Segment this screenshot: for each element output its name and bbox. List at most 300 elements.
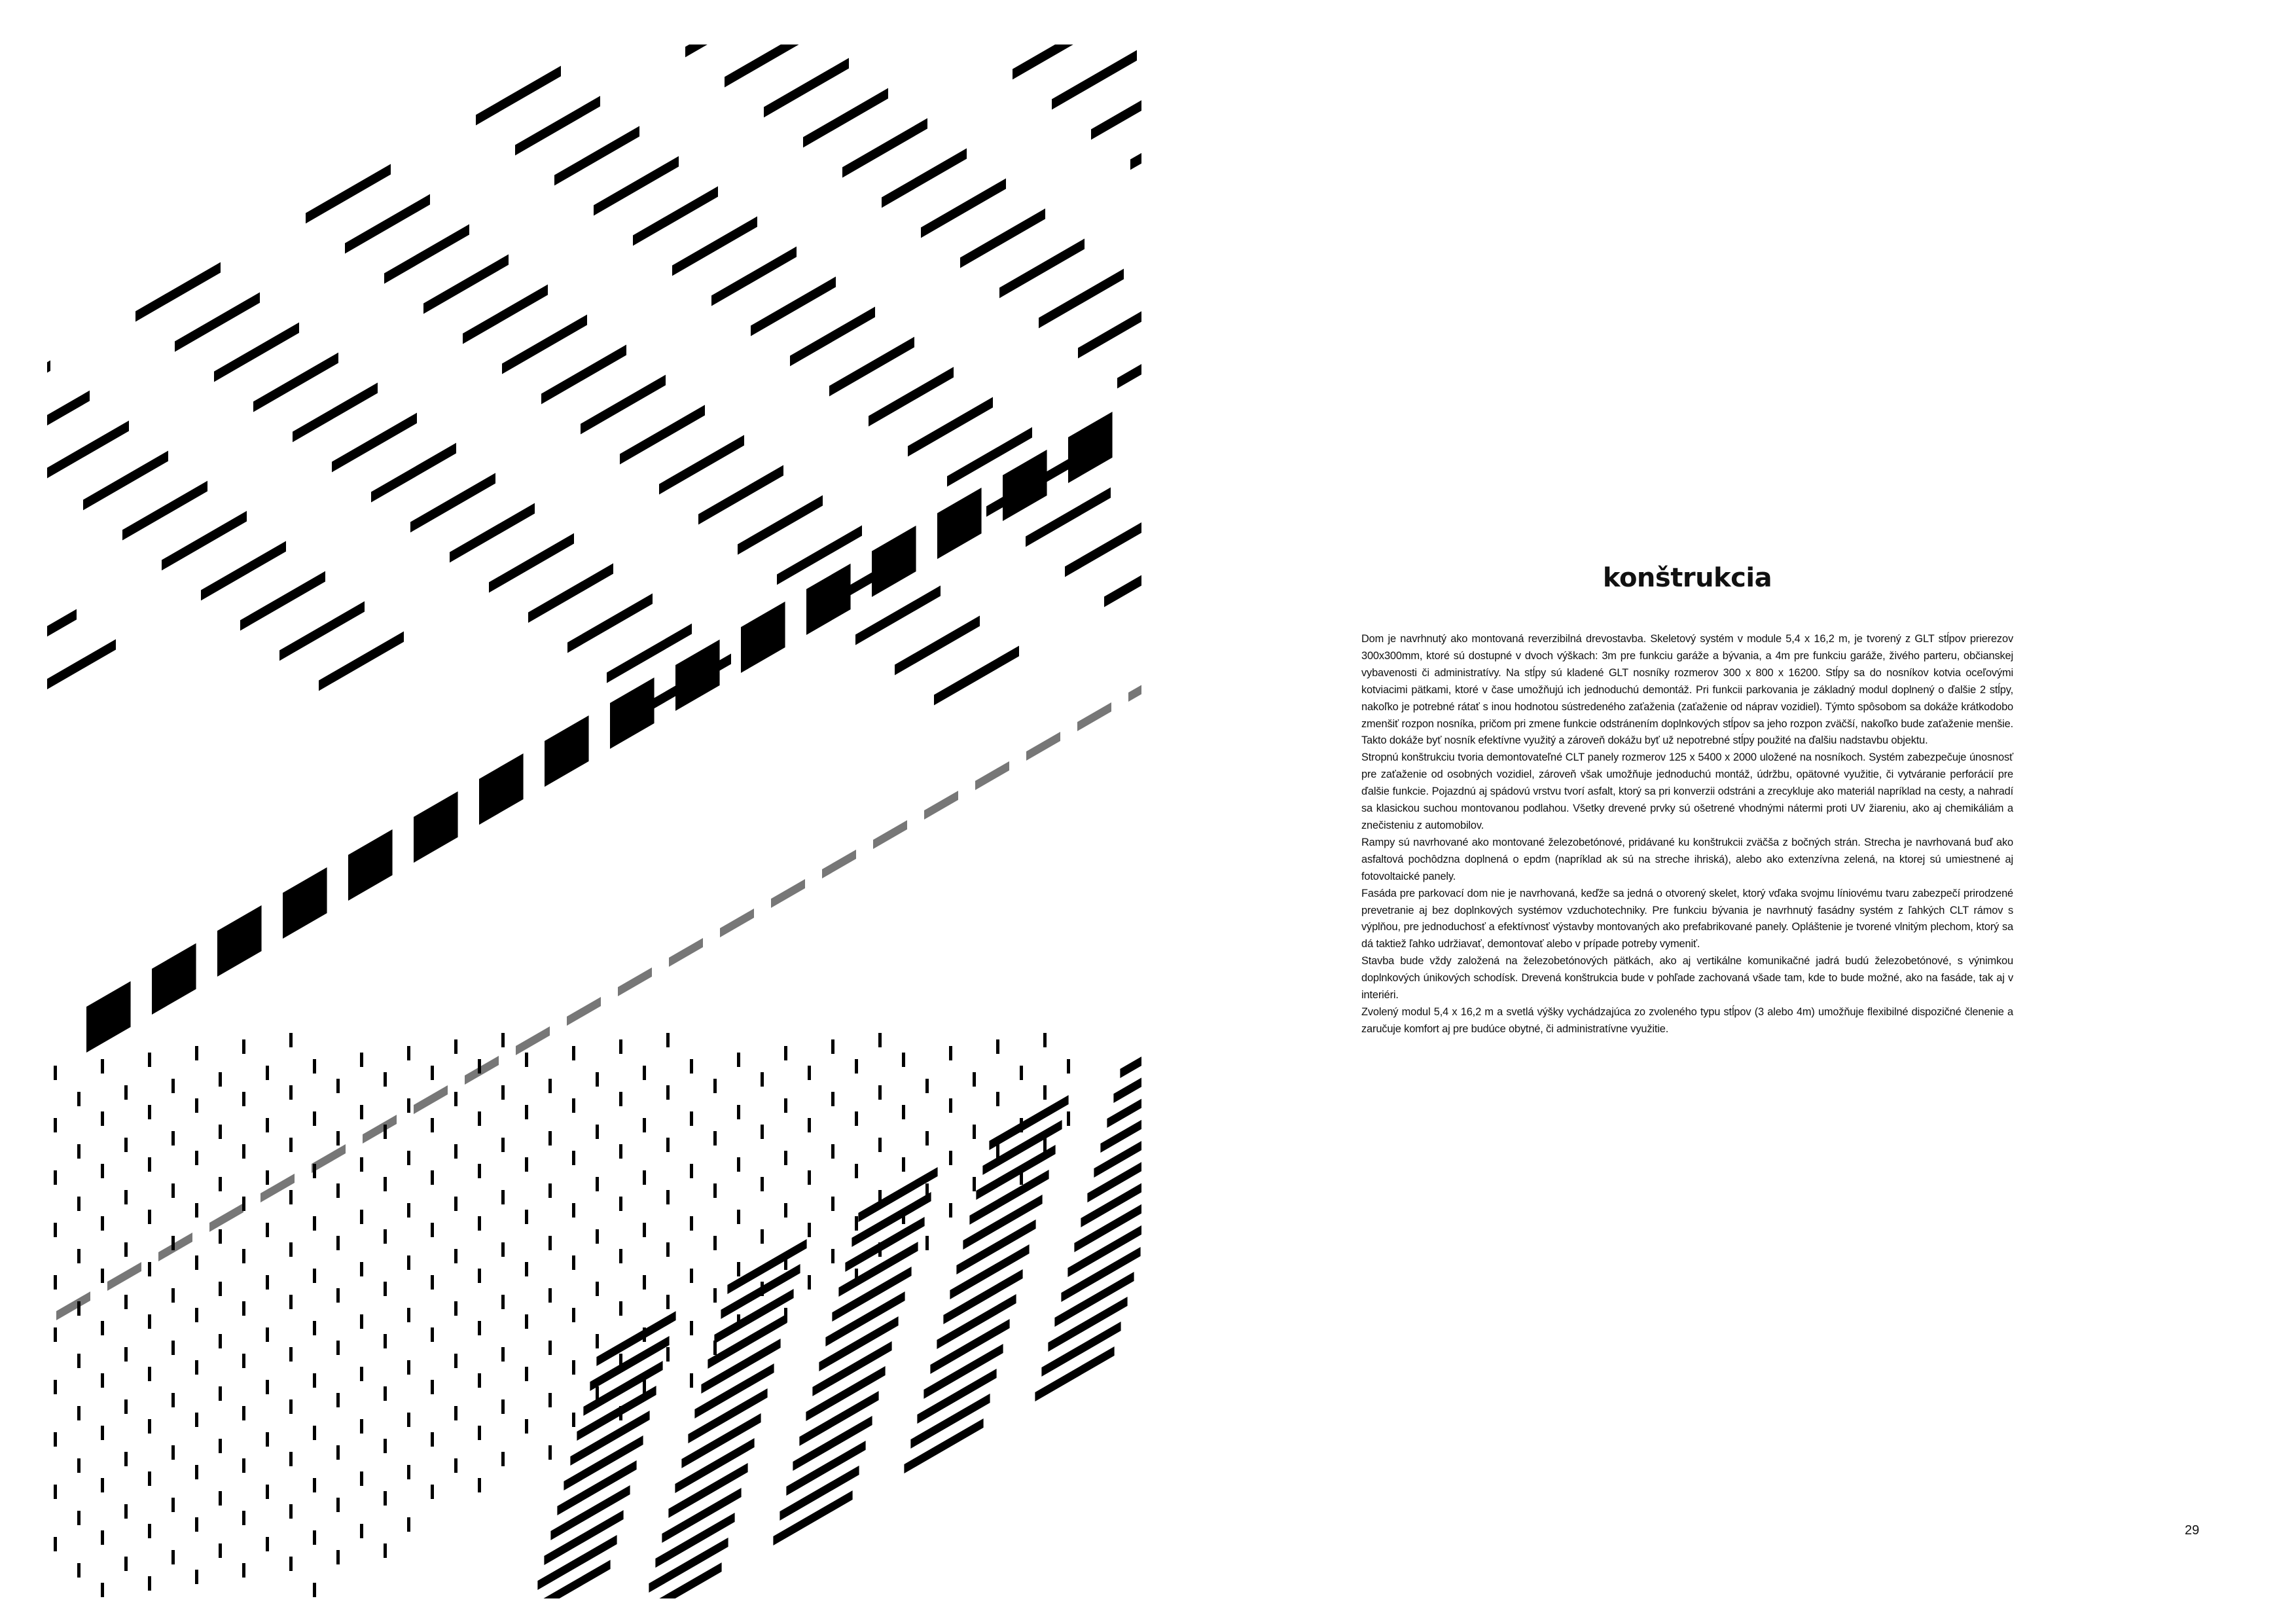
solar-panel xyxy=(1077,702,1111,731)
wall-unit xyxy=(1003,450,1047,521)
column-mark xyxy=(761,1125,764,1139)
column-mark xyxy=(478,1426,481,1440)
column-mark xyxy=(384,1334,387,1348)
solar-panel xyxy=(924,791,958,820)
column-mark xyxy=(713,1079,717,1093)
column-mark xyxy=(313,1321,316,1335)
column-mark xyxy=(266,1118,269,1132)
column-mark xyxy=(289,1242,293,1257)
column-mark xyxy=(336,1445,340,1460)
slab-bar xyxy=(214,323,299,382)
slab-bar xyxy=(1117,329,1141,389)
column-mark xyxy=(124,1085,128,1100)
column-mark xyxy=(360,1262,363,1276)
isometric-building-icon xyxy=(47,45,1141,1598)
column-mark xyxy=(101,1216,104,1231)
slab-bar xyxy=(47,640,116,699)
column-mark xyxy=(219,1229,222,1244)
column-mark xyxy=(384,1439,387,1453)
column-mark xyxy=(690,1164,693,1178)
column-mark xyxy=(478,1478,481,1492)
column-mark xyxy=(77,1406,81,1420)
slab-bar xyxy=(960,209,1045,268)
column-mark xyxy=(77,1354,81,1368)
column-mark xyxy=(973,1125,976,1139)
slab-bar xyxy=(764,58,849,118)
column-mark xyxy=(501,1138,505,1152)
column-mark xyxy=(525,1210,528,1224)
slab-bar xyxy=(253,353,338,412)
column-mark xyxy=(266,1380,269,1394)
wall-unit xyxy=(806,564,851,635)
wall-unit xyxy=(479,753,524,825)
column-mark xyxy=(54,1170,57,1185)
column-mark xyxy=(431,1432,434,1447)
column-mark xyxy=(384,1282,387,1296)
slab-bar xyxy=(1104,548,1141,607)
column-mark xyxy=(195,1046,198,1060)
column-mark xyxy=(101,1373,104,1388)
column-mark xyxy=(242,1563,245,1578)
section-title: konštrukcia xyxy=(1602,563,1772,593)
slab-bar xyxy=(162,511,247,571)
column-mark xyxy=(101,1426,104,1440)
solar-panel xyxy=(822,850,856,878)
wall-unit xyxy=(217,905,262,977)
column-mark xyxy=(572,1413,575,1427)
column-mark xyxy=(808,1118,811,1132)
column-mark xyxy=(784,1046,787,1060)
column-mark xyxy=(171,1183,175,1198)
column-mark xyxy=(219,1177,222,1191)
column-mark xyxy=(148,1262,151,1276)
column-mark xyxy=(808,1066,811,1080)
column-mark xyxy=(336,1341,340,1355)
column-mark xyxy=(431,1485,434,1499)
column-mark xyxy=(195,1098,198,1113)
slab-bar xyxy=(829,337,914,397)
column-mark xyxy=(266,1275,269,1290)
column-mark xyxy=(77,1563,81,1578)
column-mark xyxy=(666,1033,670,1047)
column-mark xyxy=(77,1197,81,1211)
column-mark xyxy=(431,1380,434,1394)
column-mark xyxy=(360,1367,363,1381)
column-mark xyxy=(124,1399,128,1414)
column-mark xyxy=(572,1151,575,1165)
slab-bar xyxy=(895,616,980,676)
slab-bar xyxy=(698,465,783,525)
column-mark xyxy=(219,1491,222,1506)
column-mark xyxy=(690,1321,693,1335)
column-mark xyxy=(454,1197,457,1211)
column-mark xyxy=(77,1301,81,1316)
column-mark xyxy=(289,1190,293,1204)
column-mark xyxy=(501,1242,505,1257)
column-mark xyxy=(855,1216,858,1231)
column-mark xyxy=(619,1301,622,1316)
slab-bar xyxy=(659,435,744,495)
column-mark xyxy=(666,1085,670,1100)
column-mark xyxy=(289,1138,293,1152)
column-mark xyxy=(124,1190,128,1204)
column-mark xyxy=(266,1223,269,1237)
solar-panel xyxy=(56,1291,90,1320)
slab-bar xyxy=(1013,45,1098,80)
column-mark xyxy=(242,1144,245,1159)
column-mark xyxy=(360,1157,363,1172)
column-mark xyxy=(336,1498,340,1512)
column-mark xyxy=(572,1360,575,1375)
column-mark xyxy=(478,1269,481,1283)
slab-bar xyxy=(1078,299,1141,359)
solar-panel xyxy=(873,820,907,849)
column-mark xyxy=(289,1295,293,1309)
column-mark xyxy=(1043,1033,1047,1047)
column-mark xyxy=(148,1576,151,1591)
isometric-building-illustration xyxy=(47,45,1141,1598)
wall-unit xyxy=(545,715,589,787)
column-mark xyxy=(431,1275,434,1290)
column-mark xyxy=(242,1197,245,1211)
column-mark xyxy=(77,1249,81,1263)
slab-bar xyxy=(685,45,770,58)
page-number: 29 xyxy=(2185,1523,2200,1538)
column-mark xyxy=(690,1373,693,1388)
column-mark xyxy=(124,1504,128,1519)
column-mark xyxy=(313,1216,316,1231)
column-mark xyxy=(407,1151,410,1165)
column-mark xyxy=(713,1288,717,1303)
column-mark xyxy=(289,1085,293,1100)
slab-bar xyxy=(711,247,797,306)
column-mark xyxy=(407,1203,410,1218)
slab-bar xyxy=(240,571,325,631)
column-mark xyxy=(619,1039,622,1054)
solar-panel xyxy=(209,1203,243,1232)
wall-unit xyxy=(675,640,720,711)
column-mark xyxy=(148,1314,151,1329)
column-mark xyxy=(501,1347,505,1362)
column-mark xyxy=(195,1255,198,1270)
column-mark xyxy=(478,1164,481,1178)
column-mark xyxy=(737,1105,740,1119)
slab-bar xyxy=(410,473,495,533)
column-mark xyxy=(336,1288,340,1303)
column-mark xyxy=(242,1301,245,1316)
column-mark xyxy=(902,1053,905,1067)
column-mark xyxy=(313,1426,316,1440)
column-mark xyxy=(219,1072,222,1087)
column-mark xyxy=(407,1465,410,1479)
column-mark xyxy=(219,1439,222,1453)
column-mark xyxy=(596,1282,599,1296)
column-mark xyxy=(431,1118,434,1132)
column-mark xyxy=(54,1537,57,1551)
slab-bar xyxy=(855,586,941,645)
solar-panel xyxy=(720,909,754,937)
column-mark xyxy=(1067,1111,1070,1126)
column-mark xyxy=(313,1583,316,1597)
column-mark xyxy=(124,1138,128,1152)
slab-bar xyxy=(47,361,50,420)
column-mark xyxy=(266,1432,269,1447)
column-mark xyxy=(313,1164,316,1178)
column-mark xyxy=(831,1144,834,1159)
column-mark xyxy=(195,1308,198,1322)
slab-bar xyxy=(1120,1023,1141,1078)
slab-bar xyxy=(1052,50,1137,110)
column-mark xyxy=(572,1255,575,1270)
column-mark xyxy=(195,1360,198,1375)
column-mark xyxy=(148,1524,151,1538)
slab-bar xyxy=(528,564,613,623)
column-mark xyxy=(525,1105,528,1119)
slab-bar xyxy=(790,307,875,367)
column-mark xyxy=(478,1059,481,1074)
column-mark xyxy=(407,1517,410,1532)
column-mark xyxy=(501,1190,505,1204)
solar-panel xyxy=(771,879,805,908)
column-mark xyxy=(643,1170,646,1185)
column-mark xyxy=(619,1092,622,1106)
column-mark xyxy=(596,1177,599,1191)
column-mark xyxy=(384,1125,387,1139)
column-mark xyxy=(713,1236,717,1250)
column-mark xyxy=(619,1249,622,1263)
slab-bar xyxy=(371,443,456,503)
column-mark xyxy=(289,1452,293,1466)
column-mark xyxy=(266,1327,269,1342)
column-mark xyxy=(525,1419,528,1434)
column-mark xyxy=(54,1485,57,1499)
solar-panel xyxy=(618,967,652,996)
column-mark xyxy=(431,1170,434,1185)
column-mark xyxy=(289,1033,293,1047)
slab-bar xyxy=(803,88,888,148)
column-mark xyxy=(548,1288,552,1303)
column-mark xyxy=(336,1131,340,1146)
column-mark xyxy=(643,1223,646,1237)
column-mark xyxy=(572,1203,575,1218)
column-mark xyxy=(219,1334,222,1348)
column-mark xyxy=(313,1269,316,1283)
column-mark xyxy=(148,1471,151,1486)
column-mark xyxy=(784,1098,787,1113)
column-mark xyxy=(219,1125,222,1139)
column-mark xyxy=(171,1079,175,1093)
column-mark xyxy=(761,1072,764,1087)
solar-panel xyxy=(158,1233,192,1261)
column-mark xyxy=(124,1452,128,1466)
column-mark xyxy=(855,1059,858,1074)
column-mark xyxy=(407,1098,410,1113)
column-mark xyxy=(454,1301,457,1316)
column-mark xyxy=(124,1295,128,1309)
column-mark xyxy=(548,1183,552,1198)
wall-unit xyxy=(610,677,655,749)
slab-bar xyxy=(319,632,404,691)
column-mark xyxy=(1067,1059,1070,1074)
column-mark xyxy=(242,1092,245,1106)
column-mark xyxy=(101,1111,104,1126)
slab-bar xyxy=(423,255,509,314)
column-mark xyxy=(761,1229,764,1244)
column-mark xyxy=(101,1059,104,1074)
wall-unit xyxy=(414,791,458,863)
slab-bar xyxy=(201,541,286,601)
column-mark xyxy=(925,1131,929,1146)
column-mark xyxy=(713,1183,717,1198)
column-mark xyxy=(454,1039,457,1054)
solar-panel xyxy=(975,761,1009,790)
slab-bar xyxy=(567,594,653,653)
paragraph-module: Zvolený modul 5,4 x 16,2 m a svetlá výšky vychádzajúca zo zvoleného typu stĺpov (3 alebo 4m) umožňuje flexibilné dispozičné členenie a zaručuje komfort aj pre budúce obytné, či administratívne využitie. xyxy=(1361,1005,2013,1035)
column-mark xyxy=(242,1458,245,1473)
column-mark xyxy=(336,1550,340,1564)
column-mark xyxy=(171,1393,175,1407)
column-mark xyxy=(501,1085,505,1100)
column-mark xyxy=(360,1471,363,1486)
column-mark xyxy=(973,1072,976,1087)
column-mark xyxy=(77,1511,81,1525)
column-mark xyxy=(501,1399,505,1414)
wall-unit xyxy=(872,526,916,597)
column-mark xyxy=(195,1413,198,1427)
slab-bar xyxy=(725,45,810,88)
column-mark xyxy=(831,1197,834,1211)
slab-bar xyxy=(869,367,954,427)
column-mark xyxy=(454,1406,457,1420)
slab-bar xyxy=(502,315,587,374)
wall-unit xyxy=(348,829,393,901)
column-mark xyxy=(54,1380,57,1394)
column-mark xyxy=(454,1144,457,1159)
column-mark xyxy=(195,1203,198,1218)
column-mark xyxy=(619,1197,622,1211)
column-mark xyxy=(996,1092,999,1106)
column-mark xyxy=(478,1111,481,1126)
column-mark xyxy=(195,1570,198,1584)
column-mark xyxy=(266,1485,269,1499)
column-mark xyxy=(548,1236,552,1250)
column-mark xyxy=(148,1053,151,1067)
paragraph-structure: Dom je navrhnutý ako montovaná reverzibilná drevostavba. Skeletový systém v module 5,4 x 16,2 m, je tvorený z GLT stĺpov prierezov 300x300mm, ktoré sú dostupné v dvoch výškach: 3m pre funkciu garáže a bývania, a 4m pre funkciu garáže, živého parteru, občianskej vybavenosti či administratívy. Na stĺpy sú kladené GLT nosníky rozmerov 300 x 800 x 16200. Stĺpy sa do nosníkov kotvia oceľovými kotviacimi pätkami, ktoré v čase umožňujú ich jednoduchú demontáž. Pri funkcii parkovania je základný modul doplnený o ďalšie 2 stĺpy, nakoľko je potrebné rátať s inou hodnotou sústredeného zaťaženia (zaťaženie od náprav vozidiel). Týmto spôsobom sa dokáže krátkodobo zmenšiť rozpon nosníka, pričom pri zmene funkcie odstránením doplnkových stĺpov sa jeho rozpon zväčší, nakoľko bude zaťaženie menšie. Takto dokáže byť nosník efektívne využitý a zároveň dokážu byť už nepotrebné stĺpy použité na ďalšiu nadstavbu objektu. xyxy=(1361,633,2013,747)
column-mark xyxy=(384,1229,387,1244)
column-mark xyxy=(808,1223,811,1237)
column-mark xyxy=(219,1386,222,1401)
column-mark xyxy=(855,1164,858,1178)
column-mark xyxy=(478,1321,481,1335)
solar-panel xyxy=(669,938,703,967)
solar-panel xyxy=(465,1056,499,1085)
column-mark xyxy=(101,1269,104,1283)
column-mark xyxy=(336,1393,340,1407)
slab-bar xyxy=(541,345,626,405)
column-mark xyxy=(737,1157,740,1172)
column-mark xyxy=(148,1210,151,1224)
column-mark xyxy=(313,1478,316,1492)
column-mark xyxy=(101,1583,104,1597)
wall-unit xyxy=(937,488,982,559)
column-mark xyxy=(242,1354,245,1368)
column-mark xyxy=(242,1511,245,1525)
column-mark xyxy=(124,1347,128,1362)
column-mark xyxy=(478,1373,481,1388)
slab-bar xyxy=(1130,111,1141,170)
slab-bar xyxy=(175,293,260,352)
column-mark xyxy=(666,1242,670,1257)
slab-bar xyxy=(921,179,1006,238)
column-mark xyxy=(336,1236,340,1250)
column-mark xyxy=(77,1144,81,1159)
column-mark xyxy=(596,1334,599,1348)
column-mark xyxy=(171,1550,175,1564)
column-mark xyxy=(54,1066,57,1080)
slab-bar xyxy=(450,503,535,563)
column-mark xyxy=(1043,1138,1047,1152)
column-mark xyxy=(54,1223,57,1237)
solar-panel xyxy=(363,1115,397,1144)
column-mark xyxy=(195,1465,198,1479)
column-mark xyxy=(761,1177,764,1191)
column-mark xyxy=(195,1517,198,1532)
column-mark xyxy=(54,1118,57,1132)
column-mark xyxy=(289,1504,293,1519)
column-mark xyxy=(666,1190,670,1204)
column-mark xyxy=(360,1105,363,1119)
column-mark xyxy=(784,1203,787,1218)
column-mark xyxy=(525,1262,528,1276)
slab-bar xyxy=(293,383,378,442)
column-mark xyxy=(360,1053,363,1067)
column-mark xyxy=(313,1111,316,1126)
slab-bar xyxy=(934,646,1019,706)
solar-panel xyxy=(1128,673,1141,702)
column-mark xyxy=(219,1282,222,1296)
slab-bar xyxy=(83,451,168,511)
slab-bar xyxy=(633,187,718,246)
slab-bar xyxy=(1039,269,1124,329)
column-mark xyxy=(643,1066,646,1080)
column-mark xyxy=(101,1164,104,1178)
column-mark xyxy=(289,1557,293,1571)
column-mark xyxy=(831,1092,834,1106)
paragraph-foundations: Stavba bude vždy založená na železobetónových pätkách, ako aj vertikálne komunikačné jadrá budú železobetónové, s výnimkou doplnkových únikových schodísk. Drevená konštrukcia bude v pohľade zachovaná všade tam, kde to bude možné, ako na fasáde, tak aj v interiéri. xyxy=(1361,955,2013,1001)
column-mark xyxy=(690,1269,693,1283)
column-mark xyxy=(548,1445,552,1460)
column-mark xyxy=(360,1524,363,1538)
column-mark xyxy=(384,1072,387,1087)
column-mark xyxy=(666,1138,670,1152)
column-mark xyxy=(313,1373,316,1388)
column-mark xyxy=(596,1125,599,1139)
column-mark xyxy=(148,1419,151,1434)
column-mark xyxy=(925,1236,929,1250)
solar-panel xyxy=(1026,732,1060,761)
slab-bar xyxy=(1113,1048,1141,1103)
column-mark xyxy=(336,1079,340,1093)
column-mark xyxy=(831,1249,834,1263)
column-mark xyxy=(407,1255,410,1270)
slab-bar xyxy=(463,285,548,344)
column-mark xyxy=(808,1275,811,1290)
column-mark xyxy=(360,1210,363,1224)
column-mark xyxy=(407,1360,410,1375)
column-mark xyxy=(690,1111,693,1126)
column-mark xyxy=(878,1138,882,1152)
slab-bar xyxy=(332,413,417,473)
